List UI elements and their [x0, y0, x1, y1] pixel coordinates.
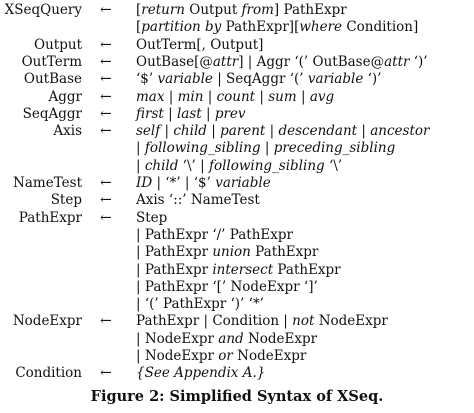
rule-definition	[136, 331, 317, 347]
keyword-text: first	[136, 105, 164, 122]
syntax-text: |	[357, 123, 371, 140]
syntax-text: | PathExpr	[136, 244, 213, 261]
rule-definition	[136, 227, 293, 243]
rule-definition	[136, 348, 306, 364]
keyword-text: child	[173, 123, 207, 140]
keyword-text: ID	[136, 175, 153, 191]
rule-definition	[136, 210, 167, 226]
syntax-text: | ‘(’ PathExpr ‘)’ ‘*’	[136, 296, 264, 313]
keyword-text: and	[218, 330, 244, 347]
syntax-text: |	[136, 157, 145, 174]
rule-name: XSeqQuery	[4, 2, 82, 18]
production-arrow: ←	[100, 71, 112, 88]
keyword-text: attr	[212, 53, 239, 70]
rule-definition	[136, 262, 341, 278]
syntax-text: |	[206, 123, 221, 140]
production-arrow: ←	[100, 53, 112, 70]
syntax-text: |	[265, 123, 279, 140]
syntax-text: | NodeExpr	[136, 348, 219, 364]
rule-definition	[136, 89, 334, 105]
rule-definition	[136, 365, 265, 381]
production-arrow: ←	[100, 209, 112, 226]
rule-definition	[136, 2, 347, 18]
rule-definition	[136, 158, 342, 174]
keyword-text: variable	[215, 175, 271, 191]
syntax-text: | PathExpr ‘[’ NodeExpr ‘]’	[136, 278, 318, 295]
syntax-text: ‘)’	[409, 53, 428, 70]
rule-name: Aggr	[48, 88, 82, 105]
rule-definition	[136, 71, 381, 87]
keyword-text: preceding_sibling	[273, 140, 396, 157]
rule-name: OutBase	[23, 71, 82, 88]
syntax-text: | PathExpr ‘/’ PathExpr	[136, 226, 293, 243]
keyword-text: child	[144, 157, 179, 174]
syntax-text: | ‘*’ | ‘$’	[152, 175, 216, 191]
syntax-text: ‘\’	[324, 157, 343, 174]
syntax-text: [	[136, 19, 142, 36]
keyword-text: self	[136, 123, 161, 140]
production-arrow: ←	[100, 365, 112, 382]
syntax-text: | NodeExpr	[136, 330, 219, 347]
keyword-text: return	[141, 2, 185, 18]
rule-name: PathExpr	[18, 209, 82, 226]
syntax-text: PathExpr	[250, 244, 319, 261]
syntax-text: Condition]	[342, 19, 419, 36]
syntax-text: | SeqAggr ‘(’	[212, 71, 308, 88]
keyword-text: ancestor	[370, 123, 430, 140]
syntax-text: [	[136, 2, 142, 18]
keyword-text: sum	[268, 88, 297, 105]
syntax-text: |	[203, 88, 217, 105]
rule-definition	[136, 140, 395, 156]
keyword-text: or	[218, 348, 233, 364]
rule-name: NodeExpr	[12, 313, 82, 330]
syntax-text: NodeExpr	[243, 330, 318, 347]
rule-name: Output	[34, 36, 82, 53]
syntax-text: NodeExpr	[314, 313, 388, 330]
keyword-text: avg	[309, 88, 335, 105]
syntax-text: ] | Aggr ‘(’ OutBase@	[238, 53, 385, 70]
keyword-text: min	[177, 88, 204, 105]
figure-caption: Figure 2: Simplified Syntax of XSeq.	[90, 388, 384, 405]
rule-definition	[136, 244, 318, 260]
syntax-text: PathExpr | Condition |	[136, 313, 293, 330]
production-arrow: ←	[100, 192, 112, 209]
syntax-text: OutTerm[, Output]	[136, 36, 264, 53]
syntax-text: OutBase[@	[136, 53, 213, 70]
keyword-text: {See Appendix A.}	[136, 365, 266, 382]
keyword-text: last	[176, 105, 202, 122]
rule-definition	[136, 192, 260, 208]
rule-definition	[136, 279, 318, 295]
production-arrow: ←	[100, 313, 112, 330]
syntax-text: |	[160, 123, 174, 140]
syntax-text: ‘\’ |	[178, 157, 209, 174]
production-arrow: ←	[100, 175, 112, 191]
rule-definition	[136, 54, 428, 70]
keyword-text: following_sibling	[208, 157, 325, 174]
keyword-text: union	[212, 244, 251, 261]
syntax-text: | PathExpr	[136, 261, 213, 278]
syntax-text: ] PathExpr	[273, 2, 347, 18]
rule-definition	[136, 37, 263, 53]
syntax-text: |	[163, 105, 177, 122]
syntax-text: |	[164, 88, 178, 105]
rule-name: Step	[50, 192, 82, 209]
syntax-text: Step	[136, 209, 168, 226]
syntax-text: |	[260, 140, 274, 157]
keyword-text: prev	[214, 105, 246, 122]
production-arrow: ←	[100, 2, 112, 18]
syntax-text: |	[296, 88, 310, 105]
syntax-text: Axis ‘::’ NameTest	[136, 192, 260, 209]
rule-name: Axis	[53, 123, 82, 140]
keyword-text: variable	[307, 71, 364, 88]
production-arrow: ←	[100, 105, 112, 122]
rule-definition	[136, 296, 264, 312]
rule-definition	[136, 313, 388, 329]
rule-definition	[136, 106, 246, 122]
syntax-text: Output	[185, 2, 242, 18]
keyword-text: from	[241, 2, 274, 18]
rule-definition	[136, 175, 271, 191]
keyword-text: descendant	[278, 123, 358, 140]
production-arrow: ←	[100, 36, 112, 53]
keyword-text: parent	[220, 123, 266, 140]
rule-name: Condition	[15, 365, 82, 382]
keyword-text: max	[136, 88, 165, 105]
syntax-text: PathExpr][	[221, 19, 300, 36]
rule-name: OutTerm	[21, 53, 82, 70]
keyword-text: where	[299, 19, 343, 36]
rule-name: SeqAggr	[22, 105, 82, 122]
syntax-text: ‘)’	[363, 71, 382, 88]
syntax-text: |	[255, 88, 269, 105]
keyword-text: following_sibling	[144, 140, 261, 157]
syntax-text: ‘$’	[136, 71, 158, 88]
syntax-text: |	[136, 140, 145, 157]
production-arrow: ←	[100, 123, 112, 140]
syntax-text: |	[201, 105, 215, 122]
syntax-text: NodeExpr	[232, 348, 307, 364]
rule-definition	[136, 19, 418, 35]
keyword-text: intersect	[212, 261, 274, 278]
keyword-text: variable	[157, 71, 213, 88]
rule-name: NameTest	[13, 175, 82, 191]
keyword-text: not	[292, 313, 315, 330]
keyword-text: count	[216, 88, 256, 105]
rule-definition	[136, 123, 429, 139]
production-arrow: ←	[100, 88, 112, 105]
keyword-text: partition by	[141, 19, 222, 36]
syntax-text: PathExpr	[273, 261, 341, 278]
keyword-text: attr	[384, 53, 410, 70]
